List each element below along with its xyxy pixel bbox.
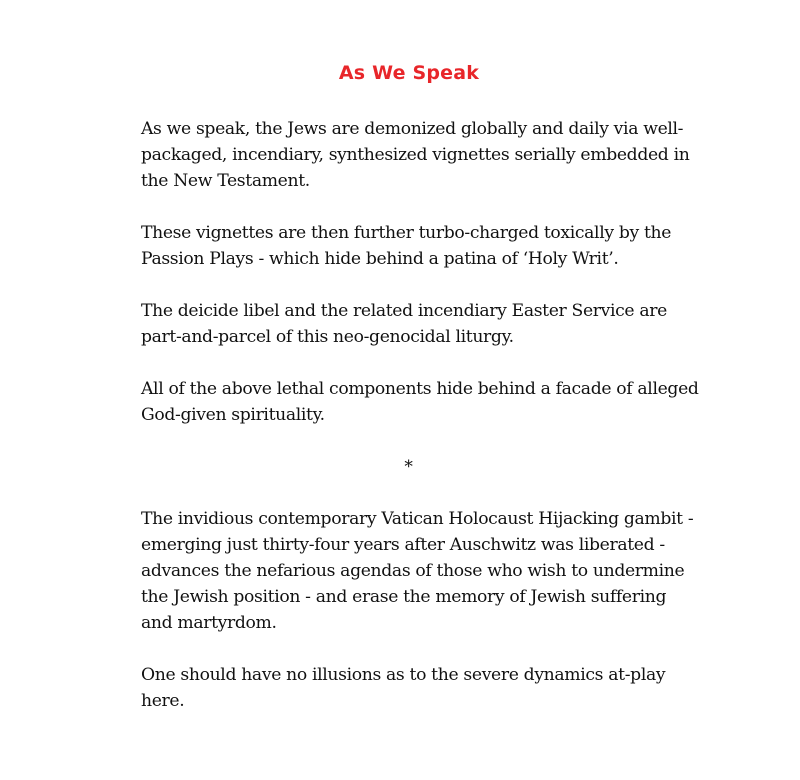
paragraph: The invidious contemporary Vatican Holocaust Hijacking gambit - emerging just thirty-four years after Auschwitz was liberated - advances the nefarious agendas of those who wish to undermine the Jewish position - and erase the memory of Jewish suffering and martyrdom. (141, 509, 694, 633)
document-body (141, 116, 701, 740)
section-separator: * (404, 457, 413, 477)
paragraph: One should have no illusions as to the severe dynamics at-play here. (141, 665, 666, 711)
page-title: As We Speak (338, 62, 480, 84)
paragraph: These vignettes are then further turbo-charged toxically by the Passion Plays - which hide behind a patina of ‘Holy Writ’. (141, 223, 672, 269)
paragraph: The deicide libel and the related incendiary Easter Service are part-and-parcel of this neo-genocidal liturgy. (141, 301, 667, 347)
paragraph: As we speak, the Jews are demonized globally and daily via well-packaged, incendiary, synthesized vignettes serially embedded in the New Testament. (141, 119, 690, 191)
paragraph: All of the above lethal components hide behind a facade of alleged God-given spirituality. (141, 379, 699, 425)
